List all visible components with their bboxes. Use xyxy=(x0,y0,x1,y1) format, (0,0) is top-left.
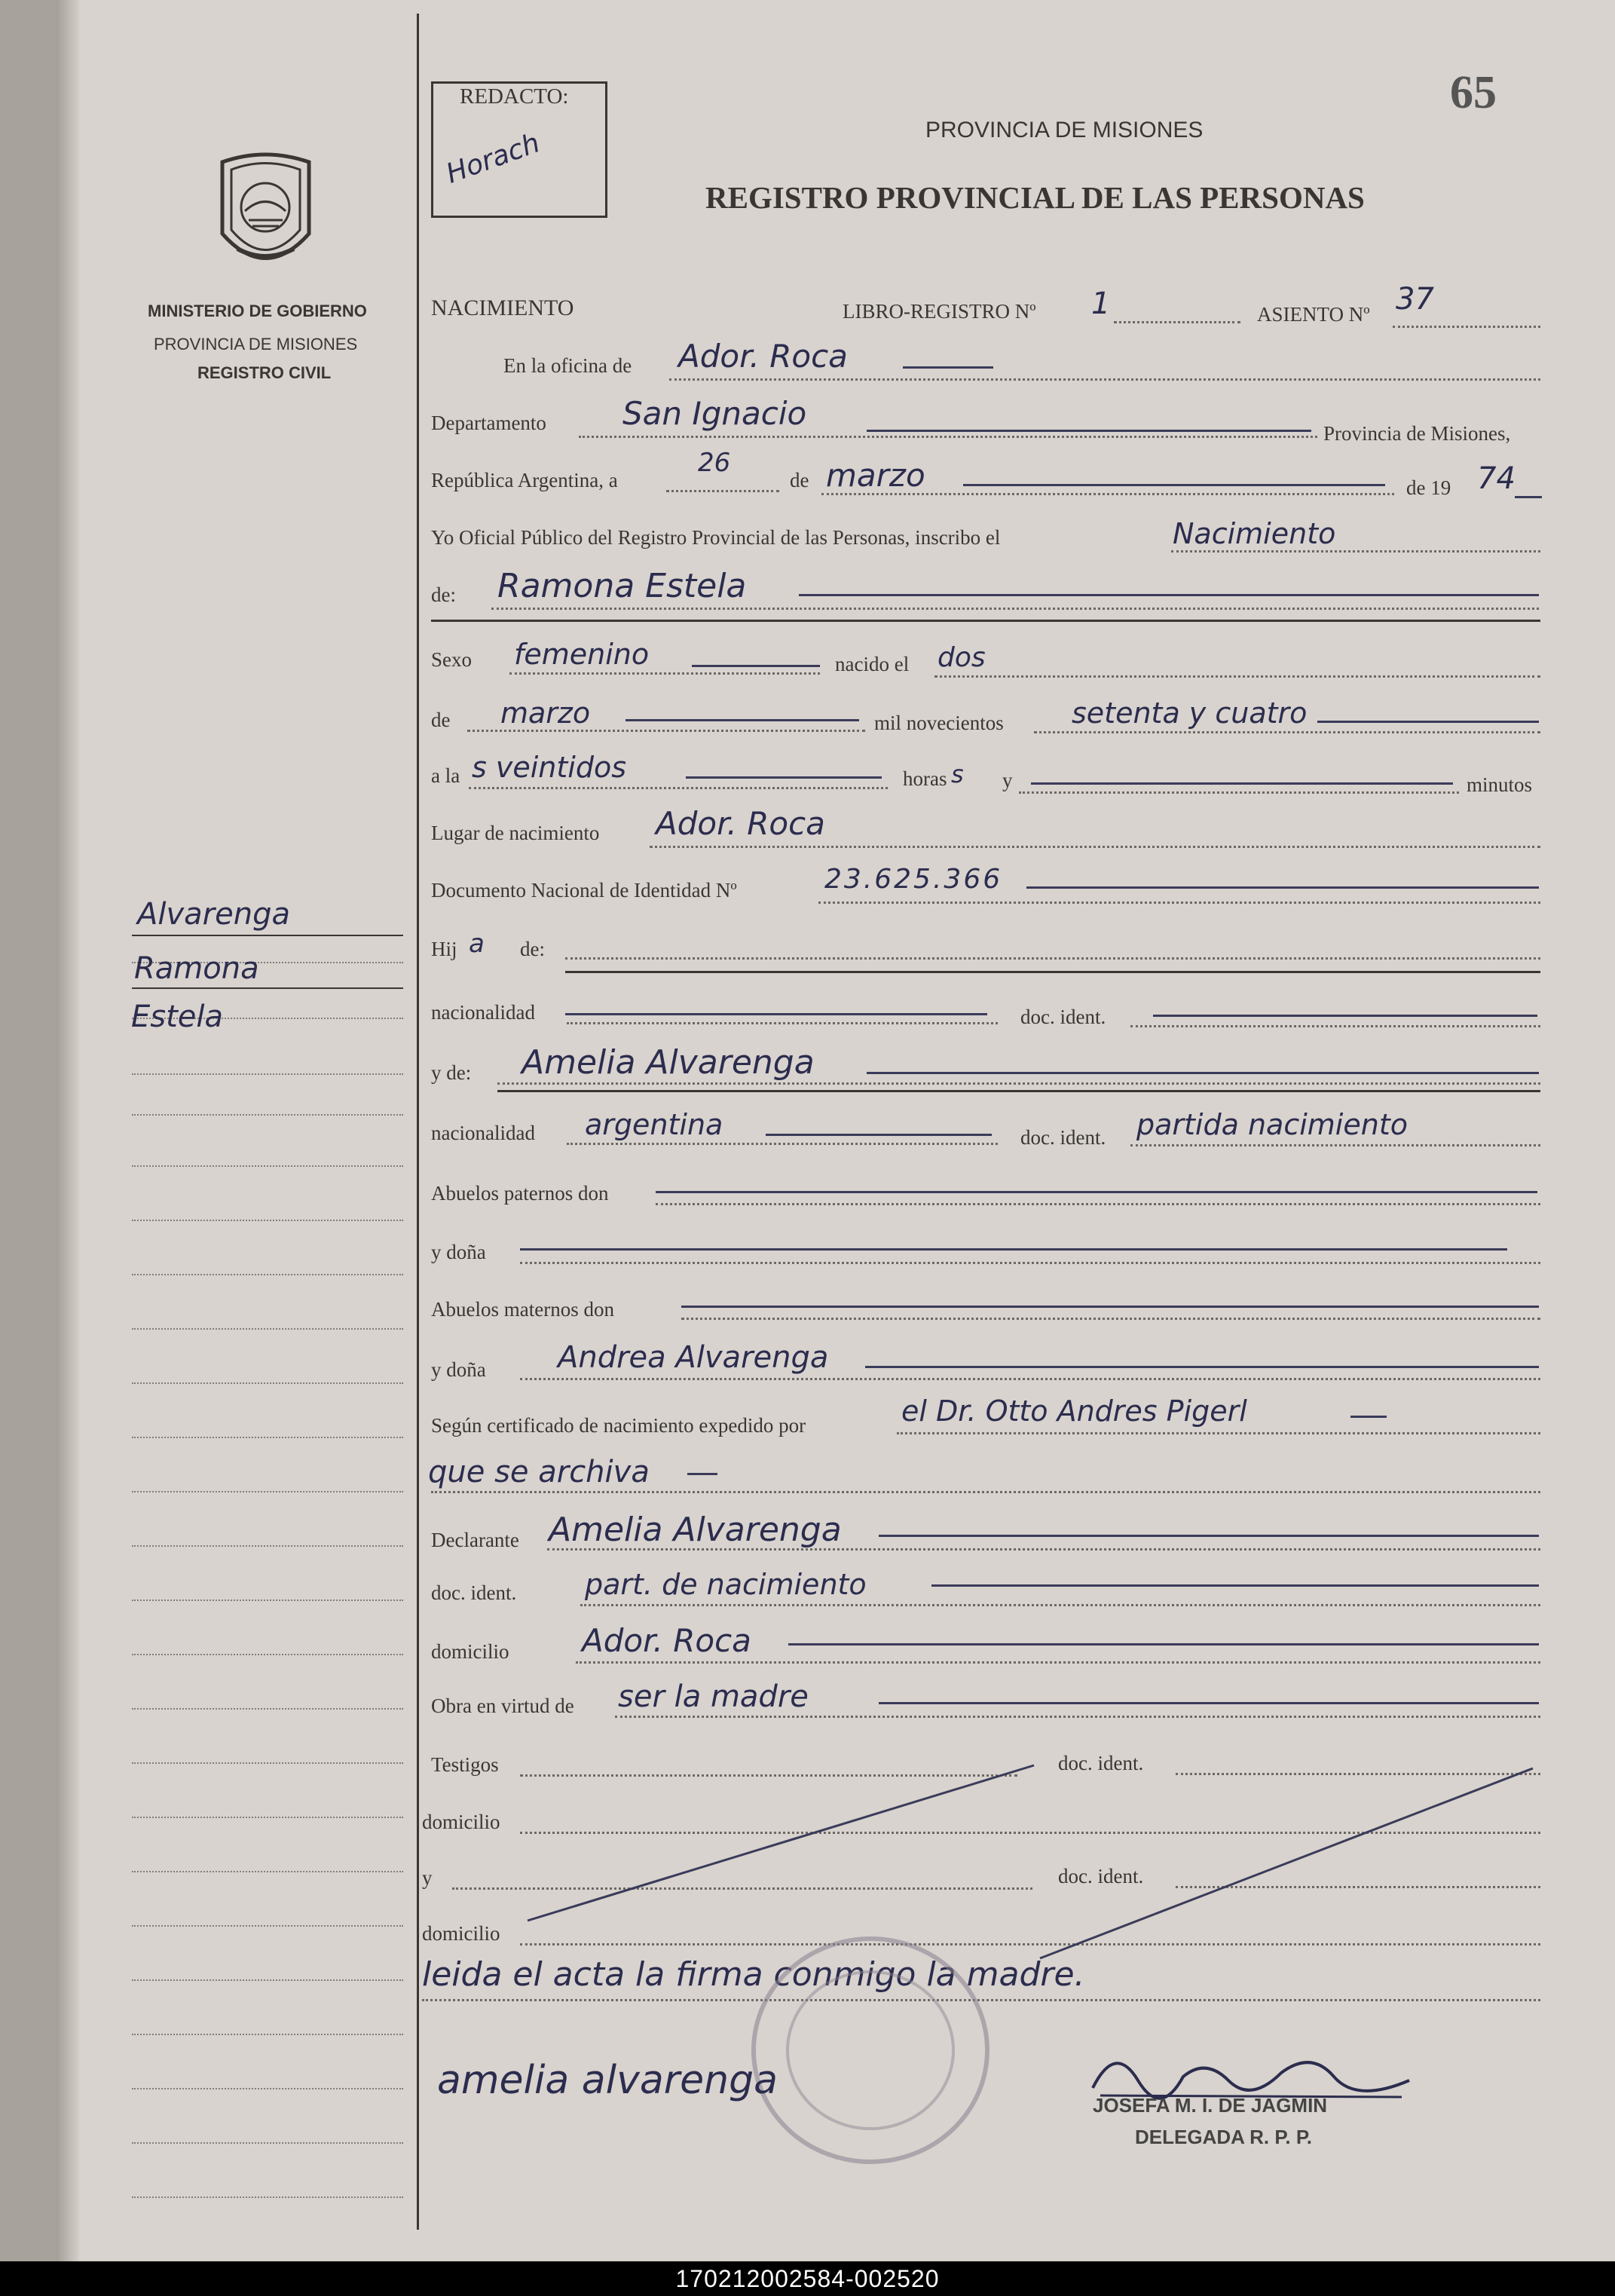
officer-name: JOSEFA M. I. DE JAGMIN xyxy=(1093,2094,1328,2117)
horas-suffix: s xyxy=(951,760,964,788)
certificate-issuer: el Dr. Otto Andres Pigerl xyxy=(901,1394,1247,1428)
registration-day: 26 xyxy=(698,448,731,478)
hij-de-label: de: xyxy=(520,938,545,960)
domicilio-testigo2-label: domicilio xyxy=(422,1922,500,1945)
mother-name: Amelia Alvarenga xyxy=(522,1043,815,1082)
scan-id-footer: 170212002584-002520 xyxy=(0,2261,1615,2296)
sexo-label: Sexo xyxy=(431,648,472,671)
libro-label: LIBRO-REGISTRO Nº xyxy=(843,300,1036,323)
declarante-document: part. de nacimiento xyxy=(585,1568,867,1601)
mil-novecientos-label: mil novecientos xyxy=(874,712,1004,734)
doc-ident-label: doc. ident. xyxy=(1020,1006,1106,1028)
y-de-label: y de: xyxy=(431,1061,472,1084)
y-dona-paternal-label: y doña xyxy=(431,1241,486,1263)
domicilio-label: domicilio xyxy=(431,1640,509,1663)
asiento-label: ASIENTO Nº xyxy=(1257,303,1370,326)
abuelos-paternos-label: Abuelos paternos don xyxy=(431,1182,609,1205)
ministry-title: MINISTERIO DE GOBIERNO xyxy=(148,302,367,320)
official-stamp xyxy=(746,1930,995,2171)
birth-hour: s veintidos xyxy=(472,751,627,784)
y-testigo2-label: y xyxy=(422,1866,433,1889)
birth-year-words: setenta y cuatro xyxy=(1072,696,1308,730)
act-type-label: NACIMIENTO xyxy=(431,295,574,320)
birth-place: Ador. Roca xyxy=(656,805,825,842)
dni-label: Documento Nacional de Identidad Nº xyxy=(431,879,737,902)
margin-note-name-1: Ramona xyxy=(134,951,259,986)
closing-note: leida el acta la firma conmigo la madre. xyxy=(422,1955,1085,1994)
departamento-label: Departamento xyxy=(431,412,546,434)
redacto-signature: Horach xyxy=(442,127,544,190)
mother-document: partida nacimiento xyxy=(1136,1108,1408,1141)
doc-ident-declarante-label: doc. ident. xyxy=(431,1581,517,1604)
oficina-label: En la oficina de xyxy=(503,354,632,377)
margin-note-name-2: Estela xyxy=(131,1000,224,1034)
sidebar-province: PROVINCIA DE MISIONES xyxy=(154,335,358,354)
testigos-label: Testigos xyxy=(431,1753,499,1776)
maternal-grandmother: Andrea Alvarenga xyxy=(558,1340,829,1375)
abuelos-maternos-label: Abuelos maternos don xyxy=(431,1298,614,1321)
mother-nationality: argentina xyxy=(585,1108,723,1141)
doc-ident-testigo1-label: doc. ident. xyxy=(1058,1752,1144,1774)
birth-month-label: de xyxy=(431,709,451,731)
nacionalidad-mother-label: nacionalidad xyxy=(431,1122,535,1144)
asiento-value: 37 xyxy=(1396,282,1434,317)
obra-label: Obra en virtud de xyxy=(431,1694,574,1717)
hij-label: Hij xyxy=(431,938,457,960)
minutos-label: minutos xyxy=(1467,773,1533,796)
sexo-value: femenino xyxy=(514,638,650,671)
officer-title: DELEGADA R. P. P. xyxy=(1135,2126,1313,2148)
registered-name: Ramona Estela xyxy=(497,567,747,605)
header-province: PROVINCIA DE MISIONES xyxy=(925,118,1204,142)
nacionalidad-label: nacionalidad xyxy=(431,1001,535,1024)
segun-label: Según certificado de nacimiento expedido por xyxy=(431,1414,806,1437)
page-number: 65 xyxy=(1450,67,1497,118)
name-label: de: xyxy=(431,583,456,606)
registration-year: 74 xyxy=(1477,461,1516,496)
horas-label: horas xyxy=(903,767,947,790)
birth-month: marzo xyxy=(500,696,591,730)
departamento-value: San Ignacio xyxy=(622,395,807,432)
y-minutes-label: y xyxy=(1002,769,1013,791)
de-label: de xyxy=(790,469,809,491)
year-prefix: de 19 xyxy=(1406,476,1451,499)
hij-suffix: a xyxy=(469,929,485,959)
inscribo-value: Nacimiento xyxy=(1173,517,1336,550)
nacido-day: dos xyxy=(937,642,986,673)
domicilio-testigo1-label: domicilio xyxy=(422,1811,500,1833)
libro-value: 1 xyxy=(1091,286,1111,321)
archiva-note: que se archiva xyxy=(428,1455,650,1489)
doc-ident-testigo2-label: doc. ident. xyxy=(1058,1865,1144,1887)
y-dona-maternal-label: y doña xyxy=(431,1358,486,1381)
mother-signature: amelia alvarenga xyxy=(437,2058,778,2103)
provincia-suffix: Provincia de Misiones, xyxy=(1323,422,1511,445)
obra-value: ser la madre xyxy=(618,1679,809,1714)
a-la-label: a la xyxy=(431,764,460,787)
lugar-label: Lugar de nacimiento xyxy=(431,822,600,844)
oficina-value: Ador. Roca xyxy=(678,338,848,375)
nacido-label: nacido el xyxy=(835,653,910,675)
registration-month: marzo xyxy=(826,457,925,494)
declarante-name: Amelia Alvarenga xyxy=(549,1511,842,1549)
sidebar-office: REGISTRO CIVIL xyxy=(197,363,332,382)
margin-note-surname: Alvarenga xyxy=(137,897,290,932)
doc-ident-mother-label: doc. ident. xyxy=(1020,1126,1106,1149)
republica-label: República Argentina, a xyxy=(431,469,618,491)
domicilio-value: Ador. Roca xyxy=(582,1622,751,1659)
yo-oficial-text: Yo Oficial Público del Registro Provincial de las Personas, inscribo el xyxy=(431,526,1001,549)
dni-value: 23.625.366 xyxy=(824,864,1003,895)
redacto-label: REDACTO: xyxy=(460,84,569,109)
declarante-label: Declarante xyxy=(431,1529,519,1551)
header-registry: REGISTRO PROVINCIAL DE LAS PERSONAS xyxy=(705,180,1365,215)
